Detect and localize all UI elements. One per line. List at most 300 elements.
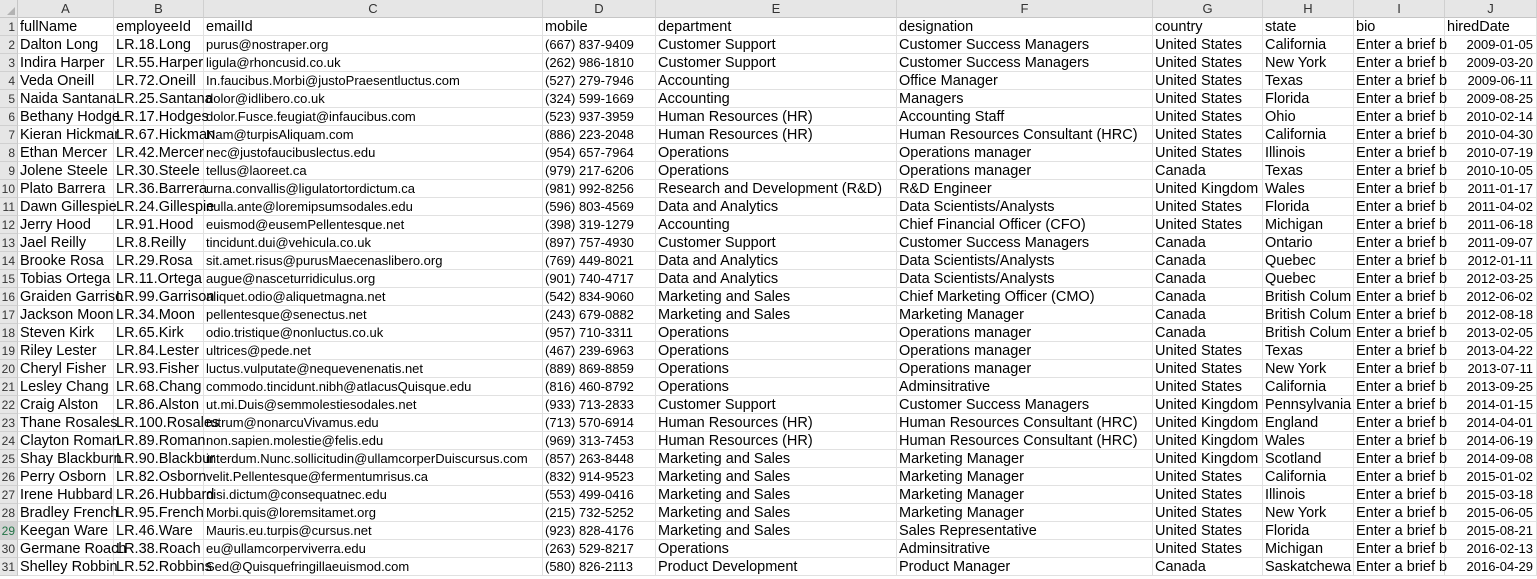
cell-g7[interactable]: United States xyxy=(1153,126,1263,144)
cell-c22[interactable]: ut.mi.Duis@semmolestiesodales.net xyxy=(204,396,543,414)
cell-d27[interactable]: (553) 499-0416 xyxy=(543,486,656,504)
row-header-11[interactable]: 11 xyxy=(0,198,18,216)
cell-c3[interactable]: ligula@rhoncusid.co.uk xyxy=(204,54,543,72)
cell-i22[interactable]: Enter a brief b xyxy=(1356,397,1448,413)
cell-b6[interactable]: LR.17.Hodges xyxy=(116,109,209,125)
cell-b30[interactable]: LR.38.Roach xyxy=(114,540,204,558)
cell-e18[interactable]: Operations xyxy=(656,324,897,342)
cell-b26[interactable]: LR.82.Osborn xyxy=(116,469,207,485)
cell-b15[interactable]: LR.11.Ortega xyxy=(114,270,204,288)
cell-j27[interactable]: 2015-03-18 xyxy=(1445,486,1537,504)
cell-g15[interactable]: Canada xyxy=(1153,270,1263,288)
cell-j28[interactable]: 2015-06-05 xyxy=(1445,504,1537,522)
cell-a7[interactable]: Kieran Hickmar xyxy=(20,127,120,143)
cell-g17[interactable]: Canada xyxy=(1153,306,1263,324)
cell-e1[interactable]: department xyxy=(656,18,897,36)
cell-h25[interactable]: Scotland xyxy=(1263,450,1354,468)
cell-a31[interactable]: Shelley Robbin xyxy=(20,559,118,575)
cell-e12[interactable]: Accounting xyxy=(656,216,897,234)
cell-j8[interactable]: 2010-07-19 xyxy=(1445,144,1537,162)
cell-d12[interactable]: (398) 319-1279 xyxy=(543,216,656,234)
cell-a9[interactable]: Jolene Steele xyxy=(18,162,114,180)
cell-f30[interactable]: Adminsitrative xyxy=(897,540,1153,558)
cell-e25[interactable]: Marketing and Sales xyxy=(656,450,897,468)
row-header-8[interactable]: 8 xyxy=(0,144,18,162)
row-header-23[interactable]: 23 xyxy=(0,414,18,432)
row-header-30[interactable]: 30 xyxy=(0,540,18,558)
cell-c7[interactable]: Nam@turpisAliquam.com xyxy=(204,126,543,144)
cell-j19[interactable]: 2013-04-22 xyxy=(1445,342,1537,360)
row-header-14[interactable]: 14 xyxy=(0,252,18,270)
cell-e26[interactable]: Marketing and Sales xyxy=(656,468,897,486)
cell-d14[interactable]: (769) 449-8021 xyxy=(543,252,656,270)
cell-a13[interactable]: Jael Reilly xyxy=(18,234,114,252)
cell-b11[interactable]: LR.24.Gillespie xyxy=(116,199,215,215)
cell-a2[interactable]: Dalton Long xyxy=(18,36,114,54)
row-header-25[interactable]: 25 xyxy=(0,450,18,468)
cell-c10[interactable]: urna.convallis@ligulatortordictum.ca xyxy=(204,180,543,198)
cell-j17[interactable]: 2012-08-18 xyxy=(1445,306,1537,324)
cell-b4[interactable]: LR.72.Oneill xyxy=(114,72,204,90)
row-header-22[interactable]: 22 xyxy=(0,396,18,414)
cell-g28[interactable]: United States xyxy=(1153,504,1263,522)
cell-h24[interactable]: Wales xyxy=(1263,432,1354,450)
cell-d9[interactable]: (979) 217-6206 xyxy=(543,162,656,180)
cell-j4[interactable]: 2009-06-11 xyxy=(1445,72,1537,90)
cell-e4[interactable]: Accounting xyxy=(656,72,897,90)
cell-h20[interactable]: New York xyxy=(1263,360,1354,378)
cell-i9[interactable]: Enter a brief b xyxy=(1356,163,1448,179)
cell-b20[interactable]: LR.93.Fisher xyxy=(114,360,204,378)
cell-j30[interactable]: 2016-02-13 xyxy=(1445,540,1537,558)
cell-c6[interactable]: dolor.Fusce.feugiat@infaucibus.com xyxy=(204,108,543,126)
cell-d21[interactable]: (816) 460-8792 xyxy=(543,378,656,396)
cell-e27[interactable]: Marketing and Sales xyxy=(656,486,897,504)
cell-a27[interactable]: Irene Hubbard xyxy=(20,487,113,503)
cell-e16[interactable]: Marketing and Sales xyxy=(656,288,897,306)
cell-e3[interactable]: Customer Support xyxy=(656,54,897,72)
cell-j16[interactable]: 2012-06-02 xyxy=(1445,288,1537,306)
cell-g5[interactable]: United States xyxy=(1153,90,1263,108)
cell-d8[interactable]: (954) 657-7964 xyxy=(543,144,656,162)
row-header-1[interactable]: 1 xyxy=(0,18,18,36)
cell-h10[interactable]: Wales xyxy=(1263,180,1354,198)
cell-h22[interactable]: Pennsylvania xyxy=(1263,396,1354,414)
cell-b27[interactable]: LR.26.Hubbard xyxy=(116,487,215,503)
cell-j13[interactable]: 2011-09-07 xyxy=(1445,234,1537,252)
cell-e23[interactable]: Human Resources (HR) xyxy=(656,414,897,432)
row-header-12[interactable]: 12 xyxy=(0,216,18,234)
cell-a28[interactable]: Bradley French xyxy=(20,505,119,521)
cell-a17[interactable]: Jackson Moon xyxy=(20,307,114,323)
cell-i28[interactable]: Enter a brief b xyxy=(1356,505,1448,521)
cell-b2[interactable]: LR.18.Long xyxy=(114,36,204,54)
cell-d13[interactable]: (897) 757-4930 xyxy=(543,234,656,252)
cell-g9[interactable]: Canada xyxy=(1153,162,1263,180)
cell-f6[interactable]: Accounting Staff xyxy=(897,108,1153,126)
cell-h23[interactable]: England xyxy=(1263,414,1354,432)
cell-f25[interactable]: Marketing Manager xyxy=(897,450,1153,468)
cell-i6[interactable]: Enter a brief b xyxy=(1356,109,1448,125)
cell-i20[interactable]: Enter a brief b xyxy=(1356,361,1448,377)
cell-b8[interactable]: LR.42.Mercer xyxy=(116,145,204,161)
cell-d5[interactable]: (324) 599-1669 xyxy=(543,90,656,108)
cell-f11[interactable]: Data Scientists/Analysts xyxy=(897,198,1153,216)
cell-i10[interactable]: Enter a brief b xyxy=(1356,181,1448,197)
column-header-j[interactable]: J xyxy=(1445,0,1537,18)
cell-a5[interactable]: Naida Santana xyxy=(20,91,116,107)
cell-h26[interactable]: California xyxy=(1263,468,1354,486)
cell-b31[interactable]: LR.52.Robbins xyxy=(116,559,212,575)
cell-i12[interactable]: Enter a brief b xyxy=(1356,217,1448,233)
cell-g19[interactable]: United States xyxy=(1153,342,1263,360)
cell-e28[interactable]: Marketing and Sales xyxy=(656,504,897,522)
cell-d11[interactable]: (596) 803-4569 xyxy=(543,198,656,216)
cell-f4[interactable]: Office Manager xyxy=(897,72,1153,90)
cell-f29[interactable]: Sales Representative xyxy=(897,522,1153,540)
cell-h7[interactable]: California xyxy=(1263,126,1354,144)
cell-b22[interactable]: LR.86.Alston xyxy=(114,396,204,414)
cell-a25[interactable]: Shay Blackburn xyxy=(20,451,122,467)
cell-f21[interactable]: Adminsitrative xyxy=(897,378,1153,396)
cell-a21[interactable]: Lesley Chang xyxy=(18,378,114,396)
cell-i14[interactable]: Enter a brief b xyxy=(1356,253,1448,269)
cell-a23[interactable]: Thane Rosales xyxy=(20,415,118,431)
cell-j15[interactable]: 2012-03-25 xyxy=(1445,270,1537,288)
cell-h5[interactable]: Florida xyxy=(1263,90,1354,108)
cell-a11[interactable]: Dawn Gillespie xyxy=(20,199,117,215)
cell-h9[interactable]: Texas xyxy=(1263,162,1354,180)
cell-e19[interactable]: Operations xyxy=(656,342,897,360)
cell-f28[interactable]: Marketing Manager xyxy=(897,504,1153,522)
row-header-31[interactable]: 31 xyxy=(0,558,18,576)
cell-b24[interactable]: LR.89.Roman xyxy=(116,433,206,449)
cell-j24[interactable]: 2014-06-19 xyxy=(1445,432,1537,450)
row-header-7[interactable]: 7 xyxy=(0,126,18,144)
cell-a10[interactable]: Plato Barrera xyxy=(18,180,114,198)
cell-e13[interactable]: Customer Support xyxy=(656,234,897,252)
cell-b3[interactable]: LR.55.Harper xyxy=(116,55,204,71)
cell-h28[interactable]: New York xyxy=(1263,504,1354,522)
cell-g10[interactable]: United Kingdom xyxy=(1153,180,1263,198)
cell-j1[interactable]: hiredDate xyxy=(1445,18,1537,36)
cell-i18[interactable]: Enter a brief b xyxy=(1356,325,1448,341)
cell-f18[interactable]: Operations manager xyxy=(897,324,1153,342)
cell-a20[interactable]: Cheryl Fisher xyxy=(18,360,114,378)
cell-c4[interactable]: In.faucibus.Morbi@justoPraesentluctus.com xyxy=(204,72,543,90)
cell-f2[interactable]: Customer Success Managers xyxy=(897,36,1153,54)
cell-j5[interactable]: 2009-08-25 xyxy=(1445,90,1537,108)
cell-f24[interactable]: Human Resources Consultant (HRC) xyxy=(897,432,1153,450)
cell-c30[interactable]: eu@ullamcorperviverra.edu xyxy=(204,540,543,558)
cell-j3[interactable]: 2009-03-20 xyxy=(1445,54,1537,72)
cell-j18[interactable]: 2013-02-05 xyxy=(1445,324,1537,342)
column-header-a[interactable]: A xyxy=(18,0,114,18)
row-header-29[interactable]: 29 xyxy=(0,522,18,540)
cell-e6[interactable]: Human Resources (HR) xyxy=(656,108,897,126)
column-header-e[interactable]: E xyxy=(656,0,897,18)
cell-e11[interactable]: Data and Analytics xyxy=(656,198,897,216)
cell-h21[interactable]: California xyxy=(1263,378,1354,396)
cell-f31[interactable]: Product Manager xyxy=(897,558,1153,576)
cell-d30[interactable]: (263) 529-8217 xyxy=(543,540,656,558)
cell-c29[interactable]: Mauris.eu.turpis@cursus.net xyxy=(204,522,543,540)
cell-j7[interactable]: 2010-04-30 xyxy=(1445,126,1537,144)
cell-e7[interactable]: Human Resources (HR) xyxy=(656,126,897,144)
cell-d16[interactable]: (542) 834-9060 xyxy=(543,288,656,306)
row-header-24[interactable]: 24 xyxy=(0,432,18,450)
cell-a29[interactable]: Keegan Ware xyxy=(18,522,114,540)
cell-a12[interactable]: Jerry Hood xyxy=(18,216,114,234)
cell-e2[interactable]: Customer Support xyxy=(656,36,897,54)
cell-c18[interactable]: odio.tristique@nonluctus.co.uk xyxy=(204,324,543,342)
cell-f16[interactable]: Chief Marketing Officer (CMO) xyxy=(897,288,1153,306)
cell-h14[interactable]: Quebec xyxy=(1263,252,1354,270)
cell-b7[interactable]: LR.67.Hickman xyxy=(116,127,216,143)
row-header-20[interactable]: 20 xyxy=(0,360,18,378)
cell-f19[interactable]: Operations manager xyxy=(897,342,1153,360)
cell-a30[interactable]: Germane Roach xyxy=(20,541,127,557)
cell-e17[interactable]: Marketing and Sales xyxy=(656,306,897,324)
cell-g14[interactable]: Canada xyxy=(1153,252,1263,270)
cell-c1[interactable]: emailId xyxy=(204,18,543,36)
cell-i3[interactable]: Enter a brief b xyxy=(1356,55,1448,71)
cell-b13[interactable]: LR.8.Reilly xyxy=(114,234,204,252)
row-header-3[interactable]: 3 xyxy=(0,54,18,72)
cell-c28[interactable]: Morbi.quis@loremsitamet.org xyxy=(204,504,543,522)
cell-i21[interactable]: Enter a brief b xyxy=(1356,379,1448,395)
cell-h30[interactable]: Michigan xyxy=(1263,540,1354,558)
cell-a14[interactable]: Brooke Rosa xyxy=(18,252,114,270)
cell-d19[interactable]: (467) 239-6963 xyxy=(543,342,656,360)
cell-h27[interactable]: Illinois xyxy=(1263,486,1354,504)
cell-g25[interactable]: United Kingdom xyxy=(1153,450,1263,468)
cell-g16[interactable]: Canada xyxy=(1153,288,1263,306)
column-header-b[interactable]: B xyxy=(114,0,204,18)
cell-a4[interactable]: Veda Oneill xyxy=(18,72,114,90)
cell-e31[interactable]: Product Development xyxy=(656,558,897,576)
cell-a15[interactable]: Tobias Ortega xyxy=(18,270,114,288)
cell-d2[interactable]: (667) 837-9409 xyxy=(543,36,656,54)
cell-d26[interactable]: (832) 914-9523 xyxy=(543,468,656,486)
column-header-d[interactable]: D xyxy=(543,0,656,18)
cell-i23[interactable]: Enter a brief b xyxy=(1356,415,1448,431)
cell-g30[interactable]: United States xyxy=(1153,540,1263,558)
cell-b1[interactable]: employeeId xyxy=(114,18,204,36)
cell-g13[interactable]: Canada xyxy=(1153,234,1263,252)
cell-f9[interactable]: Operations manager xyxy=(897,162,1153,180)
cell-i25[interactable]: Enter a brief b xyxy=(1356,451,1448,467)
cell-c31[interactable]: Sed@Quisquefringillaeuismod.com xyxy=(204,558,543,576)
cell-e22[interactable]: Customer Support xyxy=(656,396,897,414)
cell-c20[interactable]: luctus.vulputate@nequevenenatis.net xyxy=(204,360,543,378)
cell-b19[interactable]: LR.84.Lester xyxy=(114,342,204,360)
row-header-19[interactable]: 19 xyxy=(0,342,18,360)
cell-h18[interactable]: British Colum xyxy=(1263,324,1354,342)
column-header-h[interactable]: H xyxy=(1263,0,1354,18)
cell-d7[interactable]: (886) 223-2048 xyxy=(543,126,656,144)
cell-g23[interactable]: United Kingdom xyxy=(1153,414,1263,432)
column-header-f[interactable]: F xyxy=(897,0,1153,18)
cell-h6[interactable]: Ohio xyxy=(1263,108,1354,126)
cell-g2[interactable]: United States xyxy=(1153,36,1263,54)
cell-c24[interactable]: non.sapien.molestie@felis.edu xyxy=(204,432,543,450)
row-header-2[interactable]: 2 xyxy=(0,36,18,54)
row-header-16[interactable]: 16 xyxy=(0,288,18,306)
cell-a3[interactable]: Indira Harper xyxy=(18,54,114,72)
row-header-13[interactable]: 13 xyxy=(0,234,18,252)
cell-i24[interactable]: Enter a brief b xyxy=(1356,433,1448,449)
cell-a1[interactable]: fullName xyxy=(18,18,114,36)
cell-g21[interactable]: United States xyxy=(1153,378,1263,396)
cell-g24[interactable]: United Kingdom xyxy=(1153,432,1263,450)
cell-e20[interactable]: Operations xyxy=(656,360,897,378)
cell-c26[interactable]: velit.Pellentesque@fermentumrisus.ca xyxy=(204,468,543,486)
cell-c16[interactable]: aliquet.odio@aliquetmagna.net xyxy=(204,288,543,306)
cell-d23[interactable]: (713) 570-6914 xyxy=(543,414,656,432)
cell-j26[interactable]: 2015-01-02 xyxy=(1445,468,1537,486)
cell-f8[interactable]: Operations manager xyxy=(897,144,1153,162)
cell-c25[interactable]: interdum.Nunc.sollicitudin@ullamcorperDuiscursus.com xyxy=(204,450,543,468)
cell-a19[interactable]: Riley Lester xyxy=(18,342,114,360)
cell-e21[interactable]: Operations xyxy=(656,378,897,396)
cell-c2[interactable]: purus@nostraper.org xyxy=(204,36,543,54)
cell-c11[interactable]: nulla.ante@loremipsumsodales.edu xyxy=(204,198,543,216)
cell-e30[interactable]: Operations xyxy=(656,540,897,558)
row-header-27[interactable]: 27 xyxy=(0,486,18,504)
select-all-corner[interactable] xyxy=(0,0,18,18)
row-header-5[interactable]: 5 xyxy=(0,90,18,108)
cell-h17[interactable]: British Colum xyxy=(1263,306,1354,324)
cell-f3[interactable]: Customer Success Managers xyxy=(897,54,1153,72)
cell-b16[interactable]: LR.99.Garrison xyxy=(116,289,215,305)
cell-f27[interactable]: Marketing Manager xyxy=(897,486,1153,504)
cell-f17[interactable]: Marketing Manager xyxy=(897,306,1153,324)
row-header-17[interactable]: 17 xyxy=(0,306,18,324)
cell-h29[interactable]: Florida xyxy=(1263,522,1354,540)
cell-f20[interactable]: Operations manager xyxy=(897,360,1153,378)
cell-c8[interactable]: nec@justofaucibuslectus.edu xyxy=(204,144,543,162)
cell-g4[interactable]: United States xyxy=(1153,72,1263,90)
cell-j20[interactable]: 2013-07-11 xyxy=(1445,360,1537,378)
cell-c14[interactable]: sit.amet.risus@purusMaecenaslibero.org xyxy=(204,252,543,270)
cell-b23[interactable]: LR.100.Rosales xyxy=(116,415,220,431)
row-header-28[interactable]: 28 xyxy=(0,504,18,522)
cell-b14[interactable]: LR.29.Rosa xyxy=(114,252,204,270)
row-header-6[interactable]: 6 xyxy=(0,108,18,126)
cell-g22[interactable]: United Kingdom xyxy=(1153,396,1263,414)
cell-b28[interactable]: LR.95.French xyxy=(116,505,204,521)
cell-b12[interactable]: LR.91.Hood xyxy=(114,216,204,234)
cell-i17[interactable]: Enter a brief b xyxy=(1356,307,1448,323)
cell-c21[interactable]: commodo.tincidunt.nibh@atlacusQuisque.edu xyxy=(204,378,543,396)
cell-h31[interactable]: Saskatchewa xyxy=(1263,558,1354,576)
cell-e9[interactable]: Operations xyxy=(656,162,897,180)
cell-d1[interactable]: mobile xyxy=(543,18,656,36)
cell-g31[interactable]: Canada xyxy=(1153,558,1263,576)
cell-e5[interactable]: Accounting xyxy=(656,90,897,108)
cell-e24[interactable]: Human Resources (HR) xyxy=(656,432,897,450)
cell-c27[interactable]: nisi.dictum@consequatnec.edu xyxy=(204,486,543,504)
cell-g29[interactable]: United States xyxy=(1153,522,1263,540)
cell-j12[interactable]: 2011-06-18 xyxy=(1445,216,1537,234)
cell-f13[interactable]: Customer Success Managers xyxy=(897,234,1153,252)
cell-d31[interactable]: (580) 826-2113 xyxy=(543,558,656,576)
cell-g8[interactable]: United States xyxy=(1153,144,1263,162)
cell-h16[interactable]: British Colum xyxy=(1263,288,1354,306)
cell-c5[interactable]: dolor@idlibero.co.uk xyxy=(204,90,543,108)
cell-j2[interactable]: 2009-01-05 xyxy=(1445,36,1537,54)
row-header-21[interactable]: 21 xyxy=(0,378,18,396)
cell-c9[interactable]: tellus@laoreet.ca xyxy=(204,162,543,180)
row-header-4[interactable]: 4 xyxy=(0,72,18,90)
cell-h4[interactable]: Texas xyxy=(1263,72,1354,90)
cell-b25[interactable]: LR.90.Blackbur xyxy=(116,451,216,467)
cell-j29[interactable]: 2015-08-21 xyxy=(1445,522,1537,540)
cell-d18[interactable]: (957) 710-3311 xyxy=(543,324,656,342)
cell-e29[interactable]: Marketing and Sales xyxy=(656,522,897,540)
cell-b17[interactable]: LR.34.Moon xyxy=(114,306,204,324)
cell-f15[interactable]: Data Scientists/Analysts xyxy=(897,270,1153,288)
cell-g11[interactable]: United States xyxy=(1153,198,1263,216)
cell-c13[interactable]: tincidunt.dui@vehicula.co.uk xyxy=(204,234,543,252)
cell-i13[interactable]: Enter a brief b xyxy=(1356,235,1448,251)
column-header-i[interactable]: I xyxy=(1354,0,1445,18)
cell-i8[interactable]: Enter a brief b xyxy=(1356,145,1448,161)
cell-g3[interactable]: United States xyxy=(1153,54,1263,72)
cell-d3[interactable]: (262) 986-1810 xyxy=(543,54,656,72)
cell-b9[interactable]: LR.30.Steele xyxy=(114,162,204,180)
cell-d15[interactable]: (901) 740-4717 xyxy=(543,270,656,288)
cell-h15[interactable]: Quebec xyxy=(1263,270,1354,288)
cell-h12[interactable]: Michigan xyxy=(1263,216,1354,234)
row-header-26[interactable]: 26 xyxy=(0,468,18,486)
cell-j31[interactable]: 2016-04-29 xyxy=(1445,558,1537,576)
cell-f23[interactable]: Human Resources Consultant (HRC) xyxy=(897,414,1153,432)
cell-c23[interactable]: rutrum@nonarcuVivamus.edu xyxy=(204,414,543,432)
row-header-9[interactable]: 9 xyxy=(0,162,18,180)
cell-h2[interactable]: California xyxy=(1263,36,1354,54)
cell-j11[interactable]: 2011-04-02 xyxy=(1445,198,1537,216)
cell-a26[interactable]: Perry Osborn xyxy=(18,468,114,486)
cell-d20[interactable]: (889) 869-8859 xyxy=(543,360,656,378)
cell-h19[interactable]: Texas xyxy=(1263,342,1354,360)
cell-i16[interactable]: Enter a brief b xyxy=(1356,289,1448,305)
cell-i2[interactable]: Enter a brief b xyxy=(1356,37,1448,53)
cell-i29[interactable]: Enter a brief b xyxy=(1356,523,1448,539)
cell-d17[interactable]: (243) 679-0882 xyxy=(543,306,656,324)
cell-i4[interactable]: Enter a brief b xyxy=(1356,73,1448,89)
cell-j23[interactable]: 2014-04-01 xyxy=(1445,414,1537,432)
cell-b21[interactable]: LR.68.Chang xyxy=(114,378,204,396)
cell-i7[interactable]: Enter a brief b xyxy=(1356,127,1448,143)
cell-j21[interactable]: 2013-09-25 xyxy=(1445,378,1537,396)
cell-j6[interactable]: 2010-02-14 xyxy=(1445,108,1537,126)
cell-c19[interactable]: ultrices@pede.net xyxy=(204,342,543,360)
cell-i30[interactable]: Enter a brief b xyxy=(1356,541,1448,557)
cell-a22[interactable]: Craig Alston xyxy=(18,396,114,414)
cell-d4[interactable]: (527) 279-7946 xyxy=(543,72,656,90)
row-header-18[interactable]: 18 xyxy=(0,324,18,342)
cell-e8[interactable]: Operations xyxy=(656,144,897,162)
cell-i26[interactable]: Enter a brief b xyxy=(1356,469,1448,485)
cell-b29[interactable]: LR.46.Ware xyxy=(114,522,204,540)
cell-b10[interactable]: LR.36.Barrera xyxy=(116,181,208,197)
cell-d10[interactable]: (981) 992-8256 xyxy=(543,180,656,198)
cell-g6[interactable]: United States xyxy=(1153,108,1263,126)
cell-b18[interactable]: LR.65.Kirk xyxy=(114,324,204,342)
cell-h8[interactable]: Illinois xyxy=(1263,144,1354,162)
